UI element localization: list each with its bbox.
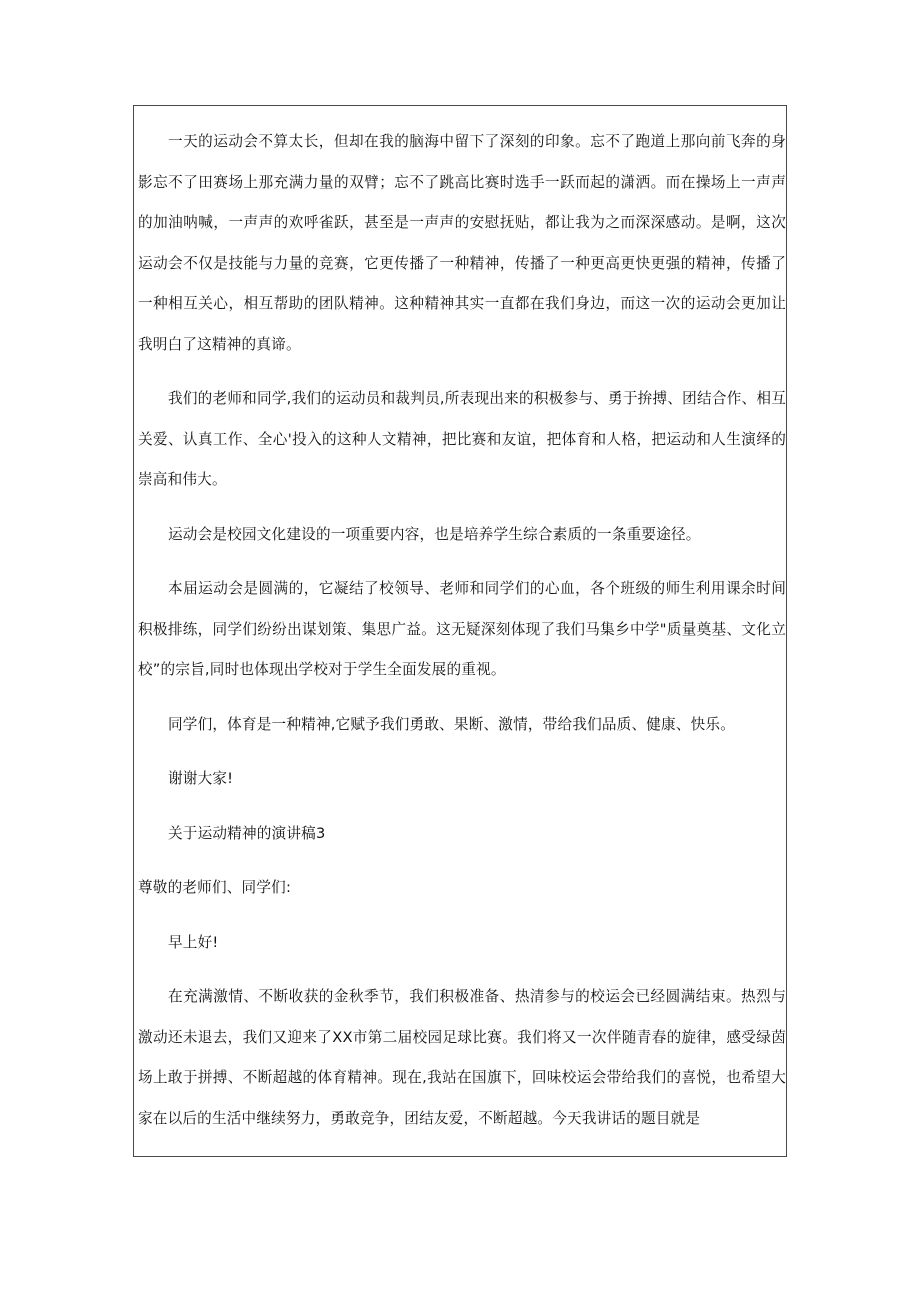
page-frame: [133, 105, 787, 1157]
document-body: [138, 122, 786, 1139]
greeting: 早上好!: [168, 933, 219, 951]
paragraph-sports-spirit: 同学们，体育是一种精神,它赋予我们勇敢、果断、激情，带给我们品质、健康、快乐。: [168, 715, 736, 733]
paragraph-teachers-students: 我们的老师和同学,我们的运动员和裁判员,所表现出来的积极参与、勇于拚搏、团结合作、相互关爱、认真工作、全心'投入的这种人文精神，把比赛和友谊，把体育和人格，把运动和人生演绎的崇高和伟大。: [138, 390, 786, 488]
paragraph-successful-meet: 本届运动会是圆满的，它凝结了校领导、老师和同学们的心血，各个班级的师生利用课余时间积极排练，同学们纷纷出谋划策、集思广益。这无疑深刻体现了我们马集乡中学"质量奠基、文化立校”的宗旨,同时也体现出学校对于学生全面发展的重视。: [138, 580, 786, 678]
section-title: 关于运动精神的演讲稿3: [168, 824, 326, 842]
paragraph-autumn-season: 在充满激情、不断收获的金秋季节，我们积极准备、热清参与的校运会已经圆满结束。热烈与激动还未退去，我们又迎来了XX市第二届校园足球比赛。我们将又一次伴随青春的旋律，感受绿茵场上敢于拼搏、不断超越的体育精神。现在,我站在国旗下，回味校运会带给我们的喜悦，也希望大家在以后的生活中继续努力，勇敢竞争，团结友爱，不断超越。今天我讲话的题目就是: [138, 988, 786, 1127]
paragraph-sports-meet-impression: 一天的运动会不算太长，但却在我的脑海中留下了深刻的印象。忘不了跑道上那向前飞奔的身影忘不了田赛场上那充满力量的双臂；忘不了跳高比赛时选手一跃而起的潇洒。而在操场上一声声的加油呐喊，一声声的欢呼雀跃，甚至是一声声的安慰抚贴，都让我为之而深深感动。是啊，这次运动会不仅是技能与力量的竞赛，它更传播了一种精神，传播了一种更高更快更强的精神，传播了一种相互关心，相互帮助的团队精神。这种精神其实一直都在我们身边，而这一次的运动会更加让我明白了这精神的真谛。: [138, 133, 786, 353]
paragraph-campus-culture: 运动会是校园文化建设的一项重要内容，也是培养学生综合素质的一条重要途径。: [168, 525, 701, 543]
paragraph-thanks: 谢谢大家!: [168, 770, 234, 787]
salutation: 尊敬的老师们、同学们:: [138, 879, 292, 896]
